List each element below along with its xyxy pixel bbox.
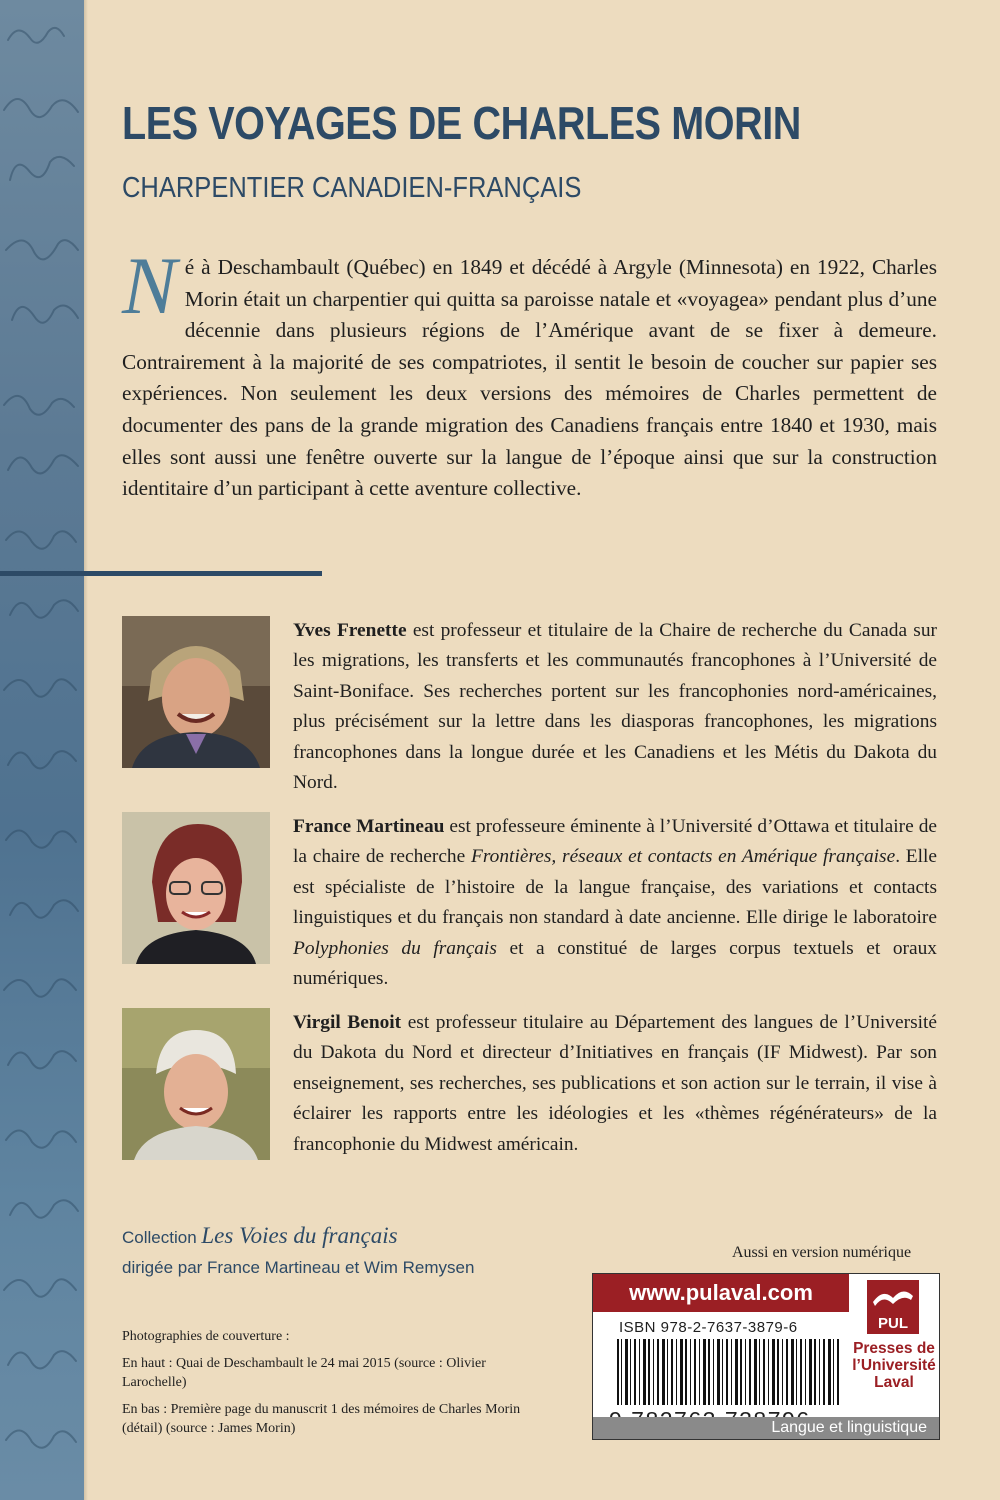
bio-text-frenette: Yves Frenette est professeur et titulaire de la Chaire de recherche du Canada sur les migrations, les transferts et les communautés francophones à l’Université de Saint-Boniface. Ses recherches portent sur les francophonies nord-américaines, plus précisément sur la lettre dans les diasporas francophones, les migrations francophones dans la longue durée et les Canadiens et les Métis du Dakota du Nord. xyxy=(293,620,938,794)
digital-version-note: Aussi en version numérique xyxy=(732,1244,912,1261)
book-title: LES VOYAGES DE CHARLES MORIN xyxy=(122,97,801,149)
collection-direction: dirigée par France Martineau et Wim Remysen xyxy=(122,1258,475,1277)
bio-text-benoit: Virgil Benoit est professeur titulaire au Département des langues de l’Université du Dakota du Nord et directeur d’Initiatives en français (IF Midwest). Par son enseignement, ses recherches, ses publications et son action sur le terrain, il vise à éclairer les rapports entre les idéologies et les «thèmes régénérateurs» de la francophonie du Midwest américain. xyxy=(293,1012,937,1155)
bio-text-martineau: France Martineau est professeure éminente à l’Université d’Ottawa et titulaire de la chaire de recherche Frontières, réseaux et contacts en Amérique française. Elle est spécialiste de l’histoire de la langue française, des variations et contacts linguistiques et du français non standard à date ancienne. Elle dirige le laboratoire Polyphonies du français et a constitué de larges corpus textuels et oraux numériques. xyxy=(293,816,938,990)
photo-credits xyxy=(122,1327,542,1446)
collection-line xyxy=(122,1223,398,1249)
author-photo-martineau xyxy=(122,812,270,964)
publisher-url[interactable]: www.pulaval.com xyxy=(593,1274,849,1312)
publisher-name: Presses de l’Université Laval xyxy=(852,1340,936,1391)
publisher-logo-block xyxy=(849,1274,939,1417)
credits-bottom: En bas : Première page du manuscrit 1 des mémoires de Charles Morin (détail) (source : James Morin) xyxy=(122,1402,521,1436)
collection-name: Les Voies du français xyxy=(201,1223,398,1248)
author-name: Yves Frenette xyxy=(293,620,407,641)
barcode xyxy=(617,1339,841,1405)
author-bio-benoit xyxy=(122,1008,937,1160)
section-divider xyxy=(0,571,322,576)
synopsis xyxy=(122,240,937,505)
publisher-block xyxy=(592,1273,940,1440)
book-subtitle: CHARPENTIER CANADIEN-FRANÇAIS xyxy=(122,172,582,204)
author-name: Virgil Benoit xyxy=(293,1012,402,1033)
handwriting-texture xyxy=(0,0,84,1500)
strip-shadow xyxy=(84,0,88,1500)
manuscript-strip xyxy=(0,0,84,1500)
pul-logo-icon xyxy=(867,1280,919,1334)
credits-top: En haut : Quai de Deschambault le 24 mai 2015 (source : Olivier Larochelle) xyxy=(122,1356,486,1390)
isbn-number: ISBN 978-2-7637-3879-6 xyxy=(619,1319,798,1336)
author-photo-frenette xyxy=(122,616,270,768)
author-bio-martineau xyxy=(122,812,937,994)
svg-text:PUL: PUL xyxy=(878,1315,908,1332)
credits-heading: Photographies de couverture : xyxy=(122,1329,290,1344)
author-name: France Martineau xyxy=(293,816,445,837)
author-photo-benoit xyxy=(122,1008,270,1160)
author-bio-frenette xyxy=(122,616,937,798)
drop-cap: N xyxy=(122,240,177,331)
series-label: Langue et linguistique xyxy=(593,1417,939,1439)
synopsis-text: é à Deschambault (Québec) en 1849 et décédé à Argyle (Minnesota) en 1922, Charles Morin était un charpentier qui quitta sa paroisse natale et «voyagea» pendant plus d’une décennie dans plusieurs régions de l’Amérique avant de se fixer à demeure. Contrairement à la majorité de ses compatriotes, il sentit le besoin de coucher sur papier ses expériences. Non seulement les deux versions des mémoires de Charles permettent de documenter des pans de la grande migration des Canadiens français entre 1840 et 1930, mais elles sont aussi une fenêtre ouverte sur la langue de l’époque ainsi que sur la construction identitaire d’un participant à cette aventure collective. xyxy=(122,255,937,501)
collection-label: Collection xyxy=(122,1228,197,1247)
